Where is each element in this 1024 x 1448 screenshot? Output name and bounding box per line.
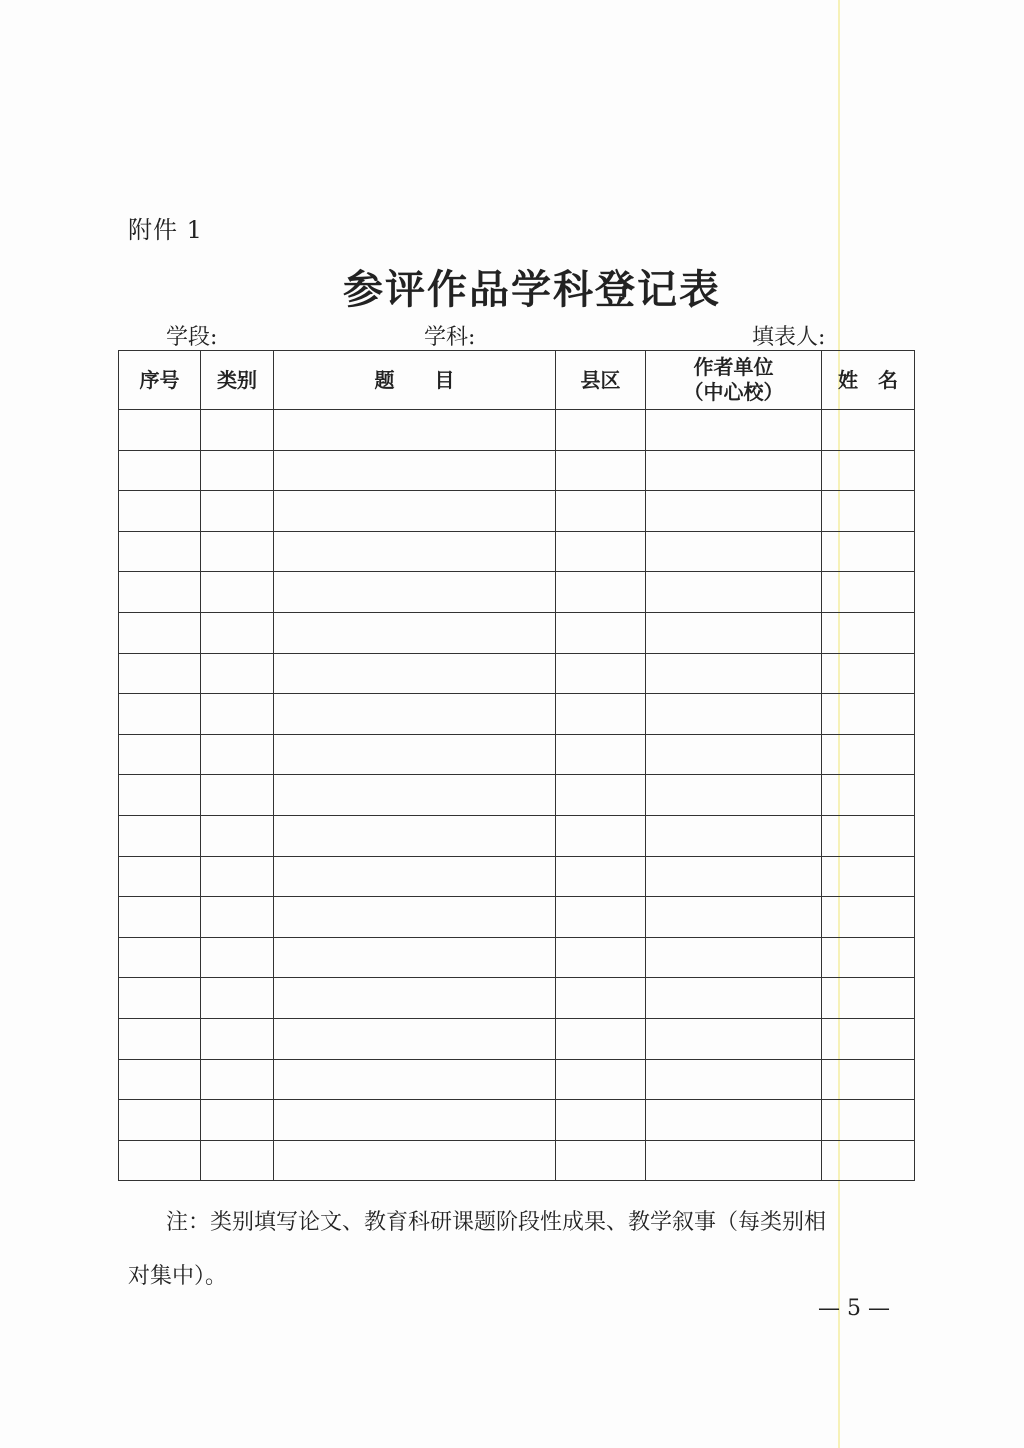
cell-county: [556, 491, 646, 532]
table-row: [119, 694, 915, 735]
cell-seq: [119, 572, 201, 613]
cell-name: [822, 450, 915, 491]
cell-category: [201, 1100, 274, 1141]
registration-table: [118, 350, 915, 1181]
cell-seq: [119, 1018, 201, 1059]
cell-name: [822, 612, 915, 653]
cell-name: [822, 937, 915, 978]
cell-category: [201, 937, 274, 978]
cell-seq: [119, 937, 201, 978]
cell-category: [201, 897, 274, 938]
header-unit-line1: 作者单位: [693, 355, 774, 379]
cell-category: [201, 775, 274, 816]
cell-unit: [646, 856, 822, 897]
cell-unit: [646, 1059, 822, 1100]
cell-title: [274, 775, 556, 816]
cell-seq: [119, 450, 201, 491]
cell-name: [822, 653, 915, 694]
cell-category: [201, 450, 274, 491]
cell-name: [822, 531, 915, 572]
cell-unit: [646, 653, 822, 694]
note-line1: [128, 1196, 898, 1250]
header-unit-line2: （中心校）: [683, 380, 784, 404]
table-row: [119, 531, 915, 572]
cell-name: [822, 410, 915, 451]
cell-category: [201, 653, 274, 694]
cell-county: [556, 978, 646, 1019]
cell-title: [274, 1018, 556, 1059]
cell-county: [556, 937, 646, 978]
cell-category: [201, 572, 274, 613]
table-row: [119, 734, 915, 775]
cell-name: [822, 1140, 915, 1181]
cell-county: [556, 734, 646, 775]
cell-county: [556, 572, 646, 613]
cell-title: [274, 1140, 556, 1181]
table-body: [119, 410, 915, 1181]
cell-category: [201, 612, 274, 653]
filler-field-label: 填表人:: [752, 325, 826, 350]
cell-seq: [119, 1140, 201, 1181]
attachment-label: 附件 1: [128, 216, 203, 244]
table-row: [119, 1140, 915, 1181]
cell-name: [822, 775, 915, 816]
cell-unit: [646, 815, 822, 856]
cell-seq: [119, 531, 201, 572]
cell-seq: [119, 734, 201, 775]
cell-title: [274, 856, 556, 897]
table-row: [119, 815, 915, 856]
cell-seq: [119, 815, 201, 856]
cell-county: [556, 856, 646, 897]
table-row: [119, 572, 915, 613]
cell-county: [556, 1018, 646, 1059]
table-row: [119, 410, 915, 451]
cell-seq: [119, 1100, 201, 1141]
cell-county: [556, 1059, 646, 1100]
cell-name: [822, 1100, 915, 1141]
cell-title: [274, 734, 556, 775]
table-row: [119, 612, 915, 653]
header-category: 类别: [201, 351, 274, 410]
cell-unit: [646, 937, 822, 978]
cell-title: [274, 491, 556, 532]
header-title: 题 目: [274, 351, 556, 410]
table-row: [119, 897, 915, 938]
cell-name: [822, 978, 915, 1019]
cell-unit: [646, 1018, 822, 1059]
cell-unit: [646, 734, 822, 775]
table-row: [119, 653, 915, 694]
cell-unit: [646, 978, 822, 1019]
table-row: [119, 1100, 915, 1141]
cell-seq: [119, 1059, 201, 1100]
cell-unit: [646, 531, 822, 572]
cell-name: [822, 856, 915, 897]
cell-county: [556, 897, 646, 938]
cell-name: [822, 1018, 915, 1059]
subject-field-label: 学科:: [424, 325, 476, 350]
cell-category: [201, 856, 274, 897]
cell-category: [201, 410, 274, 451]
cell-unit: [646, 1100, 822, 1141]
cell-county: [556, 450, 646, 491]
cell-category: [201, 978, 274, 1019]
cell-title: [274, 653, 556, 694]
cell-title: [274, 572, 556, 613]
header-seq: 序号: [119, 351, 201, 410]
cell-name: [822, 491, 915, 532]
cell-unit: [646, 897, 822, 938]
cell-seq: [119, 491, 201, 532]
cell-title: [274, 450, 556, 491]
cell-county: [556, 410, 646, 451]
cell-category: [201, 491, 274, 532]
cell-county: [556, 612, 646, 653]
cell-seq: [119, 856, 201, 897]
cell-category: [201, 1059, 274, 1100]
cell-unit: [646, 694, 822, 735]
cell-name: [822, 815, 915, 856]
table-row: [119, 775, 915, 816]
cell-category: [201, 1140, 274, 1181]
cell-unit: [646, 612, 822, 653]
page-title: 参评作品学科登记表: [343, 266, 721, 313]
cell-category: [201, 694, 274, 735]
table-row: [119, 856, 915, 897]
cell-seq: [119, 612, 201, 653]
cell-seq: [119, 775, 201, 816]
cell-county: [556, 531, 646, 572]
page-number: — 5 —: [818, 1296, 890, 1321]
cell-unit: [646, 491, 822, 532]
cell-title: [274, 1059, 556, 1100]
cell-seq: [119, 897, 201, 938]
cell-name: [822, 694, 915, 735]
cell-name: [822, 1059, 915, 1100]
header-county: 县区: [556, 351, 646, 410]
cell-title: [274, 937, 556, 978]
cell-category: [201, 1018, 274, 1059]
cell-county: [556, 815, 646, 856]
cell-unit: [646, 450, 822, 491]
cell-unit: [646, 1140, 822, 1181]
cell-title: [274, 1100, 556, 1141]
cell-unit: [646, 410, 822, 451]
cell-name: [822, 734, 915, 775]
stage-field-label: 学段:: [166, 325, 218, 350]
table-header-row: [119, 351, 915, 410]
table-row: [119, 1059, 915, 1100]
cell-unit: [646, 775, 822, 816]
cell-title: [274, 694, 556, 735]
table-row: [119, 978, 915, 1019]
cell-county: [556, 1100, 646, 1141]
cell-title: [274, 531, 556, 572]
cell-name: [822, 572, 915, 613]
header-name: 姓 名: [822, 351, 915, 410]
cell-county: [556, 653, 646, 694]
cell-category: [201, 734, 274, 775]
note-line1-text: 注：类别填写论文、教育科研课题阶段性成果、教学叙事（每类别相: [166, 1210, 827, 1235]
cell-title: [274, 612, 556, 653]
table-row: [119, 1018, 915, 1059]
cell-title: [274, 978, 556, 1019]
cell-seq: [119, 410, 201, 451]
cell-name: [822, 897, 915, 938]
cell-seq: [119, 653, 201, 694]
cell-unit: [646, 572, 822, 613]
table-row: [119, 937, 915, 978]
cell-category: [201, 531, 274, 572]
cell-title: [274, 815, 556, 856]
cell-county: [556, 1140, 646, 1181]
cell-title: [274, 897, 556, 938]
cell-seq: [119, 694, 201, 735]
cell-seq: [119, 978, 201, 1019]
note-line2: 对集中）。: [128, 1264, 228, 1289]
header-unit: [646, 351, 822, 410]
table-row: [119, 491, 915, 532]
cell-county: [556, 775, 646, 816]
cell-category: [201, 815, 274, 856]
table-row: [119, 450, 915, 491]
cell-county: [556, 694, 646, 735]
cell-title: [274, 410, 556, 451]
note-text: [128, 1196, 898, 1304]
